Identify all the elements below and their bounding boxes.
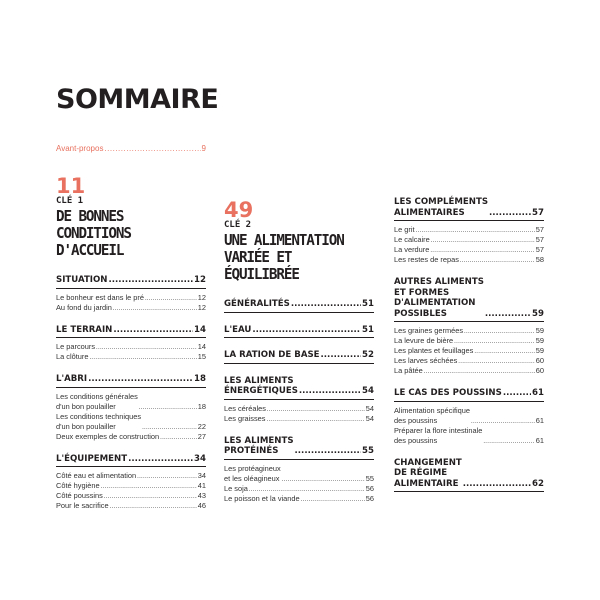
toc-section-heading[interactable] <box>56 374 206 388</box>
toc-entry-page: 14 <box>194 324 206 335</box>
leader-dots <box>416 225 535 235</box>
toc-entry[interactable] <box>56 342 206 352</box>
toc-entry-page: 18 <box>197 401 206 411</box>
toc-column-2 <box>224 200 374 516</box>
toc-section <box>56 454 206 512</box>
toc-entry-page: 52 <box>362 350 374 360</box>
toc-entry-label: Le calcaire <box>394 235 430 244</box>
toc-section <box>224 436 374 504</box>
toc-entry-label: Avant-propos <box>56 144 104 153</box>
toc-section <box>394 458 544 493</box>
toc-entry-page: 41 <box>197 481 206 490</box>
toc-entry-page: 57 <box>535 225 544 234</box>
leader-dots <box>109 275 194 286</box>
leader-dots <box>104 144 200 153</box>
toc-section-heading[interactable] <box>394 388 544 402</box>
toc-entry-page: 34 <box>194 453 206 464</box>
toc-entry-page: 55 <box>362 446 374 456</box>
toc-section <box>224 299 374 313</box>
toc-entry-label: Le bonheur est dans le pré <box>56 292 144 302</box>
toc-entry-label: Les graines germées <box>394 326 464 335</box>
toc-entry-label: Alimentation spécifique des poussins <box>394 405 471 425</box>
toc-section <box>56 325 206 363</box>
toc-entry[interactable] <box>56 491 206 501</box>
toc-entry-label: AUTRES ALIMENTS ET FORMES D'ALIMENTATION POSSIBLES <box>394 277 484 319</box>
toc-entry-page: 12 <box>197 292 206 302</box>
leader-dots <box>430 245 534 255</box>
toc-entry-page: 9 <box>201 144 206 153</box>
toc-section-heading[interactable] <box>394 277 544 322</box>
toc-entry[interactable] <box>56 303 206 313</box>
toc-entry-page: 54 <box>362 386 374 396</box>
chapter-label: CLÉ 2 <box>224 220 252 230</box>
toc-section <box>394 388 544 446</box>
toc-section <box>394 197 544 265</box>
toc-entry-page: 57 <box>532 207 544 218</box>
leader-dots <box>252 325 361 336</box>
leader-dots <box>483 436 534 446</box>
leader-dots <box>301 494 365 504</box>
toc-entry-label: Deux exemples de construction <box>56 431 160 441</box>
leader-dots <box>139 402 197 412</box>
toc-entry-label: L'EAU <box>224 324 252 335</box>
toc-entry-label: LA RATION DE BASE <box>224 350 320 360</box>
toc-entry-page: 18 <box>194 374 206 384</box>
toc-entry[interactable] <box>56 481 206 491</box>
toc-entry-avant-propos[interactable] <box>56 144 206 153</box>
leader-dots <box>267 404 365 414</box>
toc-entry-page: 43 <box>197 491 206 500</box>
page-title: SOMMAIRE <box>56 84 219 115</box>
leader-dots <box>267 414 365 424</box>
toc-entry-page: 51 <box>362 299 374 309</box>
chapter-title: UNE ALIMENTATION VARIÉE ET ÉQUILIBRÉE <box>224 231 344 283</box>
toc-entry-label: Le parcours <box>56 342 96 351</box>
toc-entry[interactable] <box>394 346 544 356</box>
toc-entry[interactable] <box>56 352 206 362</box>
leader-dots <box>249 484 365 494</box>
toc-entry-label: La clôture <box>56 352 89 361</box>
toc-entry-page: 59 <box>535 336 544 345</box>
toc-column-3 <box>394 197 544 504</box>
chapter-label: CLÉ 1 <box>56 196 84 206</box>
toc-section-heading[interactable] <box>394 197 544 221</box>
toc-entry-label: LE TERRAIN <box>56 324 113 335</box>
toc-entry-page: 59 <box>532 308 544 319</box>
toc-entry-label: Les conditions techniques d'un bon poulailler <box>56 411 142 431</box>
toc-entry[interactable] <box>394 225 544 235</box>
leader-dots <box>142 422 197 432</box>
toc-section <box>56 374 206 442</box>
toc-entry-page: 15 <box>197 352 206 361</box>
toc-entry-label: Les plantes et feuillages <box>394 346 474 355</box>
toc-entry[interactable] <box>224 414 374 424</box>
leader-dots <box>460 255 535 265</box>
toc-entry-label: GÉNÉRALITÉS <box>224 299 290 309</box>
toc-entry-label: La verdure <box>394 245 430 254</box>
toc-entry[interactable] <box>394 336 544 346</box>
toc-entry[interactable] <box>224 464 374 484</box>
toc-entry-page: 27 <box>197 431 206 441</box>
leader-dots <box>295 446 362 457</box>
chapter-number: 11 <box>56 174 86 198</box>
leader-dots <box>145 293 197 303</box>
leader-dots <box>101 481 197 491</box>
leader-dots <box>113 303 197 313</box>
toc-entry-label: L'ABRI <box>56 374 88 384</box>
toc-entry-page: 22 <box>197 421 206 431</box>
toc-entry[interactable] <box>56 293 206 303</box>
toc-entry-label: LES ALIMENTS ÉNERGÉTIQUES <box>224 375 298 396</box>
toc-section-heading[interactable] <box>56 275 206 289</box>
toc-entry-label: LES COMPLÉMENTS ALIMENTAIRES <box>394 197 489 218</box>
toc-entry[interactable] <box>224 404 374 414</box>
toc-entry-page: 14 <box>197 342 206 351</box>
toc-section-heading[interactable] <box>394 458 544 493</box>
leader-dots <box>424 366 535 376</box>
leader-dots <box>96 342 197 352</box>
toc-entry-label: Pour le sacrifice <box>56 501 109 510</box>
leader-dots <box>454 336 535 346</box>
toc-entry-label: Préparer la flore intestinale des poussins <box>394 425 483 445</box>
toc-section-heading[interactable] <box>56 325 206 339</box>
toc-entry[interactable] <box>394 426 544 446</box>
toc-entry-page: 61 <box>535 415 544 425</box>
leader-dots <box>321 350 362 361</box>
toc-entry[interactable] <box>394 326 544 336</box>
section-list <box>224 299 374 504</box>
toc-entry-page: 58 <box>535 255 544 264</box>
toc-entry-page: 60 <box>535 366 544 375</box>
toc-entry-page: 12 <box>194 275 206 285</box>
leader-dots <box>485 309 531 320</box>
toc-entry-page: 54 <box>365 413 374 423</box>
toc-entry-label: LES ALIMENTS PROTÉINÉS <box>224 435 294 456</box>
toc-entry[interactable] <box>56 412 206 432</box>
leader-dots <box>282 474 365 484</box>
toc-entry-label: Les larves séchées <box>394 356 458 365</box>
toc-entry-page: 61 <box>535 435 544 445</box>
toc-entry[interactable] <box>394 406 544 426</box>
toc-entry-page: 57 <box>535 235 544 244</box>
toc-section <box>224 350 374 364</box>
toc-entry-label: Les graisses <box>224 413 266 423</box>
toc-entry-label: LE CAS DES POUSSINS <box>394 388 502 398</box>
leader-dots <box>463 479 531 490</box>
leader-dots <box>160 432 197 442</box>
leader-dots <box>489 208 531 219</box>
toc-entry[interactable] <box>394 356 544 366</box>
leader-dots <box>113 325 193 336</box>
toc-entry-label: La levure de bière <box>394 336 454 345</box>
toc-section <box>394 277 544 376</box>
toc-entry[interactable] <box>224 494 374 504</box>
toc-section <box>56 275 206 313</box>
toc-entry-label: L'ÉQUIPEMENT <box>56 453 128 464</box>
toc-section-heading[interactable] <box>224 350 374 364</box>
toc-entry-label: Côté hygiène <box>56 481 100 490</box>
toc-entry-label: Les céréales <box>224 403 266 413</box>
leader-dots <box>299 386 361 397</box>
toc-section-heading[interactable] <box>224 436 374 460</box>
toc-entry-label: Au fond du jardin <box>56 302 112 312</box>
leader-dots <box>89 352 196 362</box>
toc-entry-page: 59 <box>535 326 544 335</box>
chapter-number: 49 <box>224 198 254 222</box>
toc-section <box>224 325 374 339</box>
toc-entry-label: SITUATION <box>56 275 108 285</box>
toc-section-heading[interactable] <box>224 325 374 339</box>
toc-entry[interactable] <box>394 235 544 245</box>
chapter-title: DE BONNES CONDITIONS D'ACCUEIL <box>56 207 131 259</box>
toc-entry-label: Côté poussins <box>56 491 103 500</box>
toc-section-heading[interactable] <box>224 376 374 400</box>
toc-entry-page: 34 <box>197 471 206 480</box>
toc-entry[interactable] <box>394 255 544 265</box>
leader-dots <box>104 491 197 501</box>
toc-entry-page: 12 <box>197 302 206 312</box>
toc-entry-label: Les protéagineux et les oléagineux <box>224 463 281 483</box>
toc-entry-page: 62 <box>532 478 544 489</box>
toc-section-heading[interactable] <box>224 299 374 313</box>
toc-entry-label: Côté eau et alimentation <box>56 471 137 480</box>
section-list <box>394 197 544 492</box>
toc-entry[interactable] <box>394 366 544 376</box>
toc-entry-label: La pâtée <box>394 366 423 375</box>
toc-entry-page: 55 <box>365 473 374 483</box>
leader-dots <box>137 471 197 481</box>
leader-dots <box>431 235 535 245</box>
leader-dots <box>503 388 531 399</box>
leader-dots <box>291 299 361 310</box>
toc-entry-page: 54 <box>365 403 374 413</box>
toc-section <box>224 376 374 424</box>
toc-entry[interactable] <box>394 245 544 255</box>
toc-entry-label: Le soja <box>224 483 248 493</box>
toc-entry-label: Les restes de repas <box>394 255 459 264</box>
toc-entry[interactable] <box>224 484 374 494</box>
leader-dots <box>471 416 535 426</box>
toc-entry[interactable] <box>56 471 206 481</box>
leader-dots <box>474 346 534 356</box>
toc-entry-label: Les conditions générales d'un bon poulailler <box>56 391 138 411</box>
toc-entry[interactable] <box>56 392 206 412</box>
leader-dots <box>128 454 193 465</box>
toc-entry-label: Le poisson et la viande <box>224 493 300 503</box>
toc-entry-label: Le grit <box>394 225 415 234</box>
toc-section-heading[interactable] <box>56 454 206 468</box>
toc-entry-page: 59 <box>535 346 544 355</box>
toc-entry-page: 51 <box>362 324 374 335</box>
toc-entry[interactable] <box>56 501 206 511</box>
toc-entry-label: CHANGEMENT DE RÉGIME ALIMENTAIRE <box>394 457 462 489</box>
toc-entry[interactable] <box>56 432 206 442</box>
toc-entry-page: 56 <box>365 483 374 493</box>
section-list <box>56 275 206 511</box>
leader-dots <box>458 356 535 366</box>
toc-entry-page: 61 <box>532 388 544 398</box>
leader-dots <box>88 374 193 385</box>
toc-column-1 <box>56 176 206 523</box>
toc-entry-page: 57 <box>535 245 544 254</box>
toc-entry-page: 46 <box>197 501 206 510</box>
toc-entry-page: 60 <box>535 356 544 365</box>
toc-entry-page: 56 <box>365 493 374 503</box>
leader-dots <box>464 326 535 336</box>
leader-dots <box>110 501 197 511</box>
